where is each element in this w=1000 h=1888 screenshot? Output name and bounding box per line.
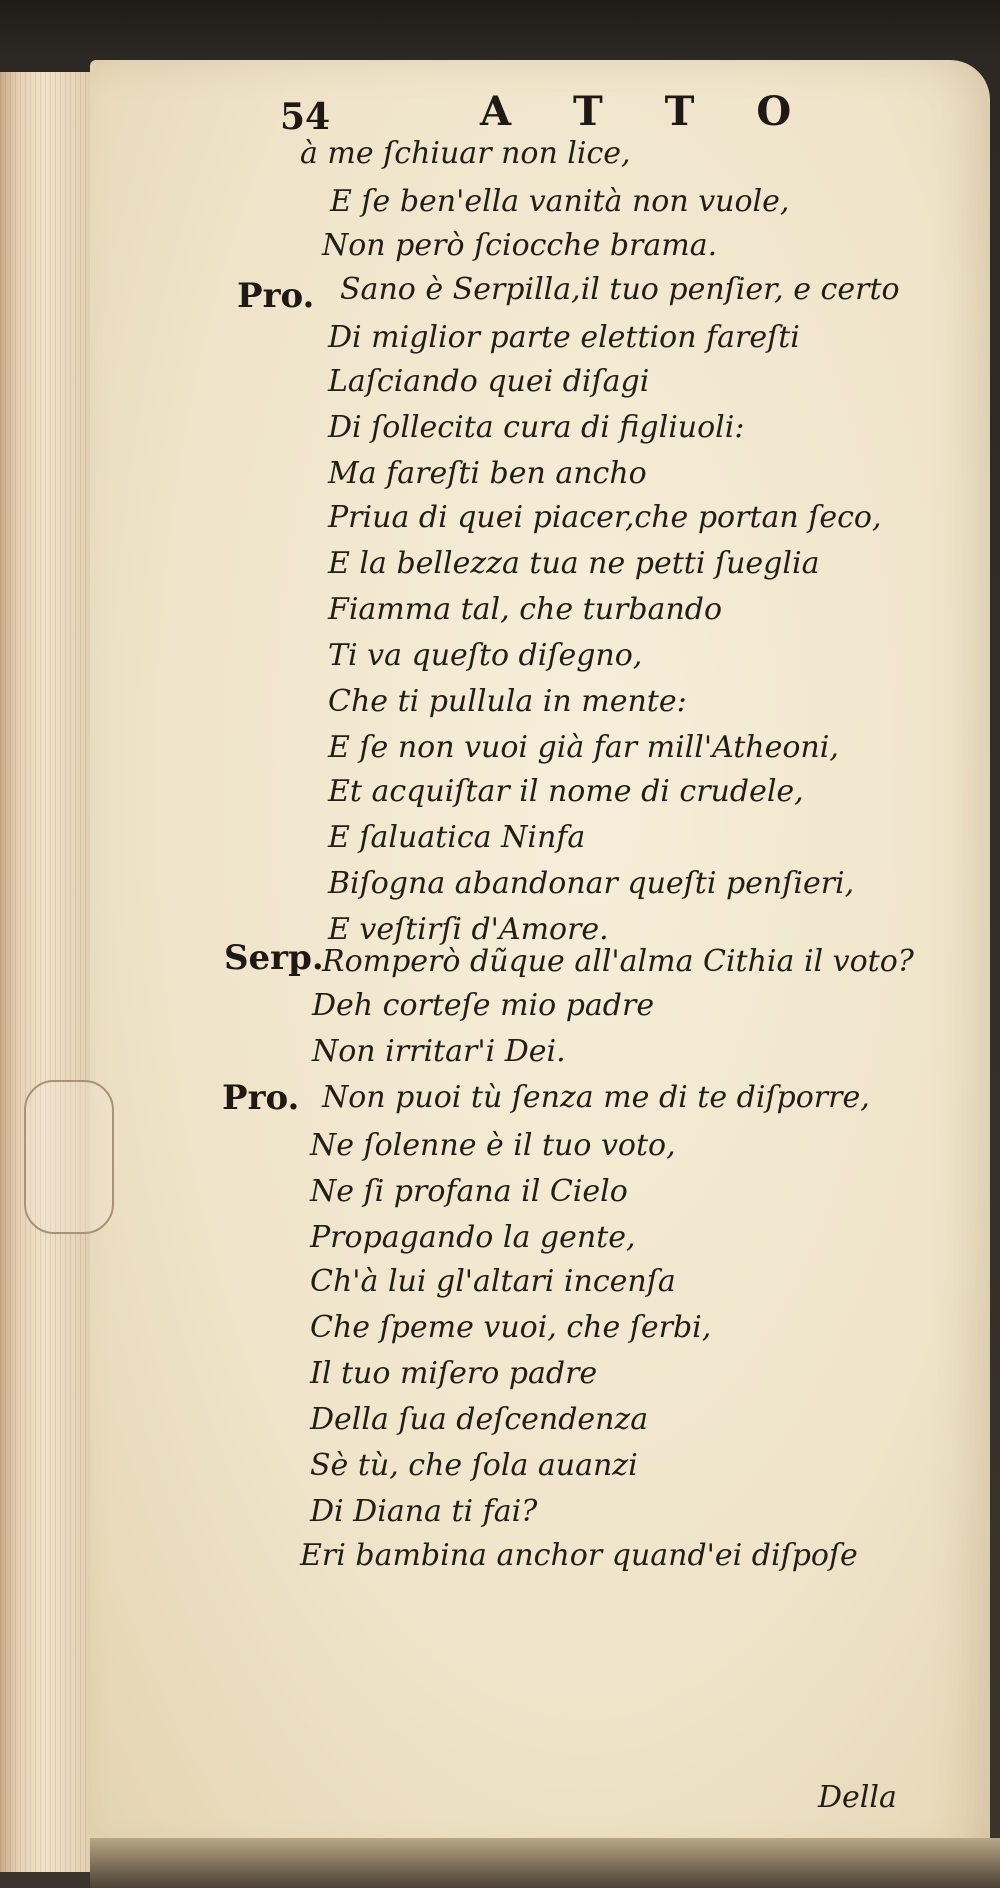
page-number: 54 — [280, 96, 331, 138]
verse-line: Della ſua deſcendenza — [310, 1402, 649, 1437]
verse-line: E ſe ben'ella vanità non vuole, — [330, 184, 790, 219]
page-bottom-edge — [90, 1838, 1000, 1888]
page-clip — [24, 1080, 114, 1234]
verse-line: E la bellezza tua ne petti ſueglia — [328, 546, 820, 581]
verse-line: Il tuo miſero padre — [310, 1356, 598, 1391]
verse-line: Di ſollecita cura di figliuoli: — [328, 410, 745, 445]
verse-line: Deh corteſe mio padre — [312, 988, 655, 1023]
speaker-pro-2: Pro. — [222, 1078, 300, 1118]
verse-line: Ch'à lui gl'altari incenſa — [310, 1264, 676, 1299]
verse-line: Di miglior parte elettion fareſti — [328, 320, 800, 355]
verse-line: Romperò dũque all'alma Cithia il voto? — [322, 944, 914, 979]
verse-line: Biſogna abandonar queſti penſieri, — [328, 866, 855, 901]
verse-line: Di Diana ti fai? — [310, 1494, 538, 1529]
verse-line: Ne ſi profana il Cielo — [310, 1174, 628, 1209]
running-head: A T T O — [480, 88, 816, 135]
verse-line: Che ſpeme vuoi, che ſerbi, — [310, 1310, 712, 1345]
verse-line: E ſe non vuoi già far mill'Atheoni, — [328, 730, 839, 765]
verse-line: Sano è Serpilla,il tuo penſier, e certo — [340, 272, 900, 307]
verse-line: E veſtirſi d'Amore. — [328, 912, 609, 947]
verse-line: Non però ſciocche brama. — [322, 228, 718, 263]
verse-line: E ſaluatica Ninfa — [328, 820, 586, 855]
verse-line: Ne ſolenne è il tuo voto, — [310, 1128, 676, 1163]
verse-line: Priua di quei piacer,che portan ſeco, — [328, 500, 882, 535]
verse-line: à me ſchiuar non lice, — [300, 136, 631, 171]
verse-line: Che ti pullula in mente: — [328, 684, 687, 719]
verse-line: Ti va queſto diſegno, — [328, 638, 643, 673]
verse-line: Laſciando quei diſagi — [328, 364, 650, 399]
verse-line: Sè tù, che ſola auanzi — [310, 1448, 638, 1483]
verse-line: Eri bambina anchor quand'ei diſpoſe — [300, 1538, 858, 1573]
catchword: Della — [818, 1780, 897, 1815]
verse-line: Et acquiſtar il nome di crudele, — [328, 774, 804, 809]
verse-line: Ma fareſti ben ancho — [328, 456, 647, 491]
speaker-serp: Serp. — [224, 938, 324, 978]
verse-line: Non puoi tù ſenza me di te diſporre, — [322, 1080, 870, 1115]
verse-line: Non irritar'i Dei. — [312, 1034, 566, 1069]
speaker-pro-1: Pro. — [237, 276, 315, 316]
verse-line: Propagando la gente, — [310, 1220, 636, 1255]
verse-line: Fiamma tal, che turbando — [328, 592, 723, 627]
